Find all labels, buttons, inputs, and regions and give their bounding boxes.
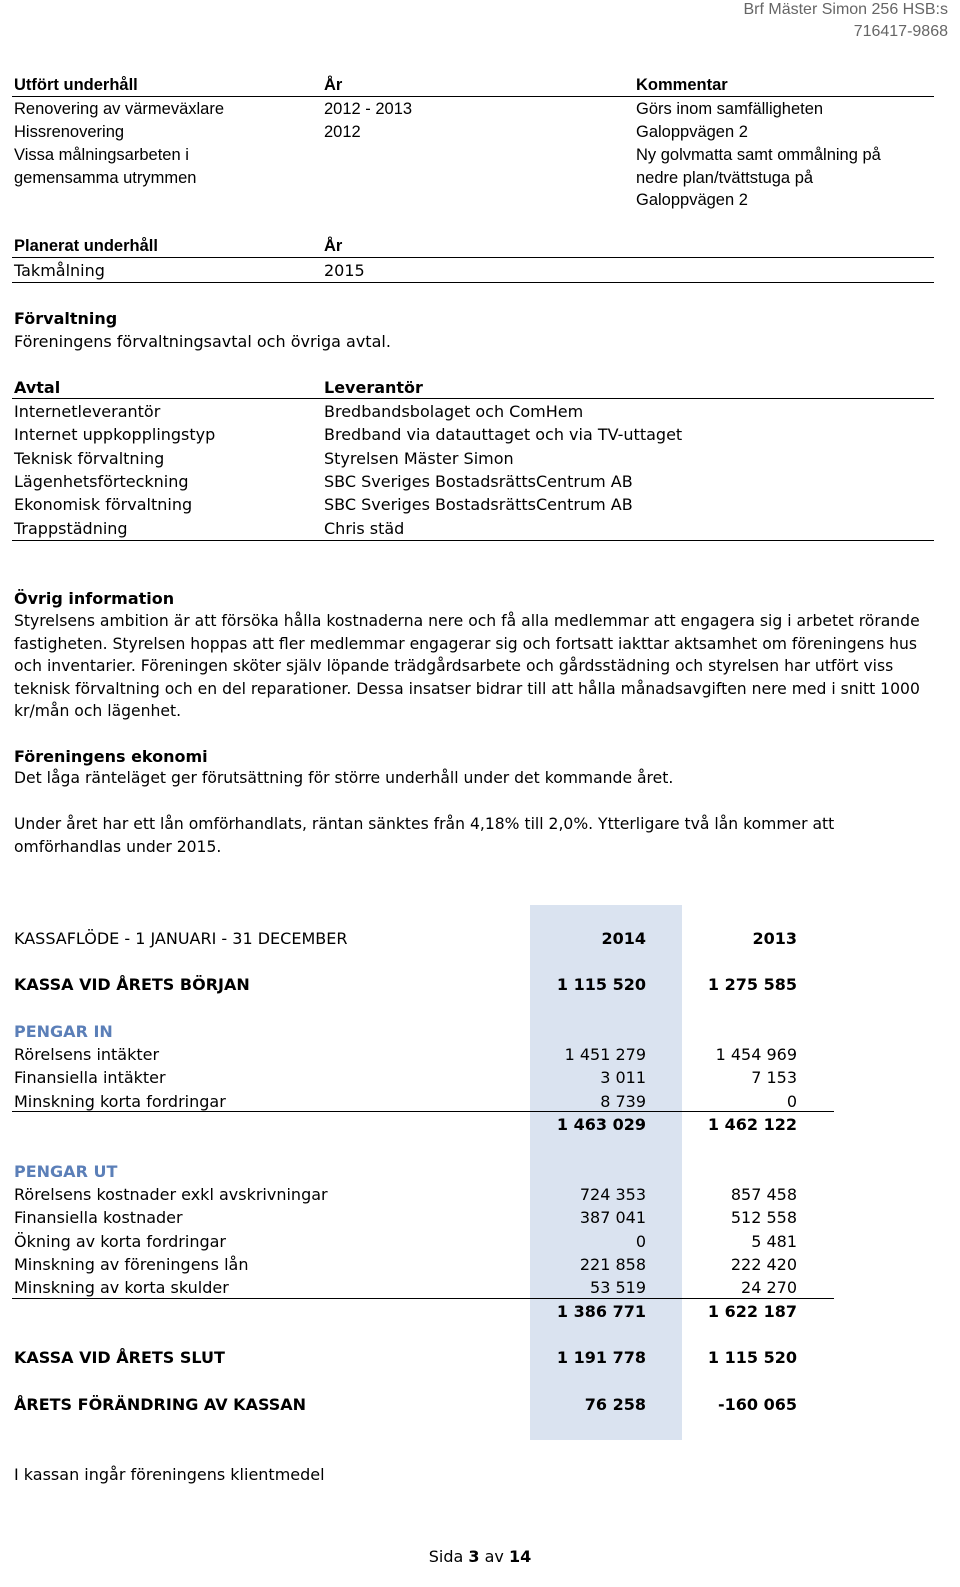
table-row-label: Minskning av korta skulder bbox=[14, 1278, 229, 1297]
value-2014: 1 451 279 bbox=[564, 1045, 646, 1064]
value-2013: 5 481 bbox=[751, 1232, 797, 1251]
value-2013: 24 270 bbox=[741, 1278, 797, 1297]
out-title: PENGAR UT bbox=[14, 1162, 118, 1181]
col-kommentar: Kommentar bbox=[636, 76, 728, 94]
table-cell: SBC Sveriges BostadsrättsCentrum AB bbox=[324, 495, 633, 514]
end-2013: 1 115 520 bbox=[707, 1348, 797, 1367]
col-planerat: Planerat underhåll bbox=[14, 237, 158, 255]
table-cell: 2012 - 2013 bbox=[324, 100, 413, 118]
in-sum-2013: 1 462 122 bbox=[707, 1115, 797, 1134]
table-cell: Internet uppkopplingstyp bbox=[14, 425, 216, 444]
table-cell: Görs inom samfälligheten bbox=[636, 100, 824, 118]
table-cell: Teknisk förvaltning bbox=[14, 449, 165, 468]
table-cell: Galoppvägen 2 bbox=[636, 191, 748, 209]
value-2013: 1 454 969 bbox=[715, 1045, 797, 1064]
table-cell: Bredbandsbolaget och ComHem bbox=[324, 402, 584, 421]
table-row-label: Finansiella kostnader bbox=[14, 1208, 183, 1227]
divider bbox=[12, 540, 934, 541]
divider bbox=[12, 257, 934, 258]
table-cell: Chris städ bbox=[324, 519, 405, 538]
table-row-label: Ökning av korta fordringar bbox=[14, 1232, 226, 1251]
table-cell: Ny golvmatta samt ommålning på bbox=[636, 146, 881, 164]
forvaltning-text: Föreningens förvaltningsavtal och övriga avtal. bbox=[14, 332, 391, 351]
header-org-number: 716417-9868 bbox=[853, 23, 948, 40]
table-cell: Trappstädning bbox=[14, 519, 128, 538]
change-label: ÅRETS FÖRÄNDRING AV KASSAN bbox=[14, 1395, 307, 1414]
col-ar: År bbox=[324, 76, 343, 94]
value-2014: 53 519 bbox=[590, 1278, 646, 1297]
value-2013: 0 bbox=[786, 1092, 797, 1111]
table-row-label: Rörelsens kostnader exkl avskrivningar bbox=[14, 1185, 328, 1204]
forvaltning-title: Förvaltning bbox=[14, 309, 118, 328]
table-row-label: Rörelsens intäkter bbox=[14, 1045, 160, 1064]
divider bbox=[12, 96, 934, 97]
value-2013: 7 153 bbox=[751, 1068, 797, 1087]
footer-mid: av bbox=[484, 1547, 504, 1566]
end-2014: 1 191 778 bbox=[556, 1348, 646, 1367]
start-2013: 1 275 585 bbox=[707, 975, 797, 994]
table-cell: Styrelsen Mäster Simon bbox=[324, 449, 514, 468]
start-label: KASSA VID ÅRETS BÖRJAN bbox=[14, 975, 250, 994]
footer-total: 14 bbox=[509, 1547, 532, 1566]
year-2014: 2014 bbox=[601, 929, 646, 948]
footer-prefix: Sida bbox=[428, 1547, 464, 1566]
header-org-name: Brf Mäster Simon 256 HSB:s bbox=[743, 1, 948, 18]
col-utfort: Utfört underhåll bbox=[14, 76, 138, 94]
table-cell: Lägenhetsförteckning bbox=[14, 472, 189, 491]
table-cell: 2012 bbox=[324, 123, 361, 141]
divider bbox=[12, 282, 934, 283]
table-row-label: Finansiella intäkter bbox=[14, 1068, 166, 1087]
ekonomi-text-2: Under året har ett lån omförhandlats, räntan sänktes från 4,18% till 2,0%. Ytterligare två lån kommer att omförhandlas under 2015. bbox=[14, 815, 835, 856]
value-2014: 221 858 bbox=[579, 1255, 646, 1274]
value-2013: 512 558 bbox=[730, 1208, 797, 1227]
start-2014: 1 115 520 bbox=[556, 975, 646, 994]
table-cell: Hissrenovering bbox=[14, 123, 125, 141]
in-title: PENGAR IN bbox=[14, 1022, 113, 1041]
ovrig-text: Styrelsens ambition är att försöka hålla kostnaderna nere och få alla medlemmar att engagera sig i arbetet rörande fastigheten. Styrelsen hoppas att fler medlemmar engagerar sig och fortsatt iakttar aktsamhet om föreningens hus och inventarier. Föreningen sköter själv löpande trädgårdsarbete och gårdsstädning och styrelsen har utfört viss teknisk förvaltning och en del reparationer. Dessa insatser bidrar till att hålla månadsavgiften nere med i snitt 1000 kr/mån och lägenhet. bbox=[14, 612, 920, 720]
divider bbox=[12, 1298, 834, 1299]
ovrig-title: Övrig information bbox=[14, 589, 175, 608]
end-label: KASSA VID ÅRETS SLUT bbox=[14, 1348, 225, 1367]
table-cell: Galoppvägen 2 bbox=[636, 123, 748, 141]
table-row-label: Minskning av föreningens lån bbox=[14, 1255, 249, 1274]
value-2013: 857 458 bbox=[730, 1185, 797, 1204]
value-2014: 8 739 bbox=[600, 1092, 646, 1111]
table-cell: Vissa målningsarbeten i bbox=[14, 146, 189, 164]
col-ar: År bbox=[324, 237, 343, 255]
table-cell: Renovering av värmeväxlare bbox=[14, 100, 225, 118]
value-2014: 724 353 bbox=[579, 1185, 646, 1204]
page-footer bbox=[0, 1545, 960, 1568]
col-leverantor: Leverantör bbox=[324, 378, 423, 397]
out-sum-2013: 1 622 187 bbox=[707, 1302, 797, 1321]
table-cell: Ekonomisk förvaltning bbox=[14, 495, 193, 514]
value-2014: 387 041 bbox=[579, 1208, 646, 1227]
footer-page: 3 bbox=[468, 1547, 480, 1566]
divider bbox=[12, 398, 934, 399]
table-row-label: Minskning korta fordringar bbox=[14, 1092, 226, 1111]
ekonomi-text-1: Det låga ränteläget ger förutsättning för större underhåll under det kommande året. bbox=[14, 769, 674, 787]
table-cell: gemensamma utrymmen bbox=[14, 169, 197, 187]
change-2014: 76 258 bbox=[584, 1395, 646, 1414]
table-cell: Takmålning bbox=[14, 261, 105, 280]
value-2014: 0 bbox=[635, 1232, 646, 1251]
table-cell: 2015 bbox=[324, 261, 365, 280]
in-sum-2014: 1 463 029 bbox=[556, 1115, 646, 1134]
change-2013: -160 065 bbox=[717, 1395, 797, 1414]
kassa-title: KASSAFLÖDE - 1 JANUARI - 31 DECEMBER bbox=[14, 929, 348, 948]
table-cell: SBC Sveriges BostadsrättsCentrum AB bbox=[324, 472, 633, 491]
table-cell: nedre plan/tvättstuga på bbox=[636, 169, 814, 187]
ekonomi-title: Föreningens ekonomi bbox=[14, 747, 208, 766]
kassa-note: I kassan ingår föreningens klientmedel bbox=[14, 1465, 325, 1484]
table-cell: Bredband via datauttaget och via TV-uttaget bbox=[324, 425, 683, 444]
col-avtal: Avtal bbox=[14, 378, 61, 397]
out-sum-2014: 1 386 771 bbox=[556, 1302, 646, 1321]
divider bbox=[12, 1111, 834, 1112]
value-2013: 222 420 bbox=[730, 1255, 797, 1274]
value-2014: 3 011 bbox=[600, 1068, 646, 1087]
table-cell: Internetleverantör bbox=[14, 402, 161, 421]
year-2013: 2013 bbox=[752, 929, 797, 948]
